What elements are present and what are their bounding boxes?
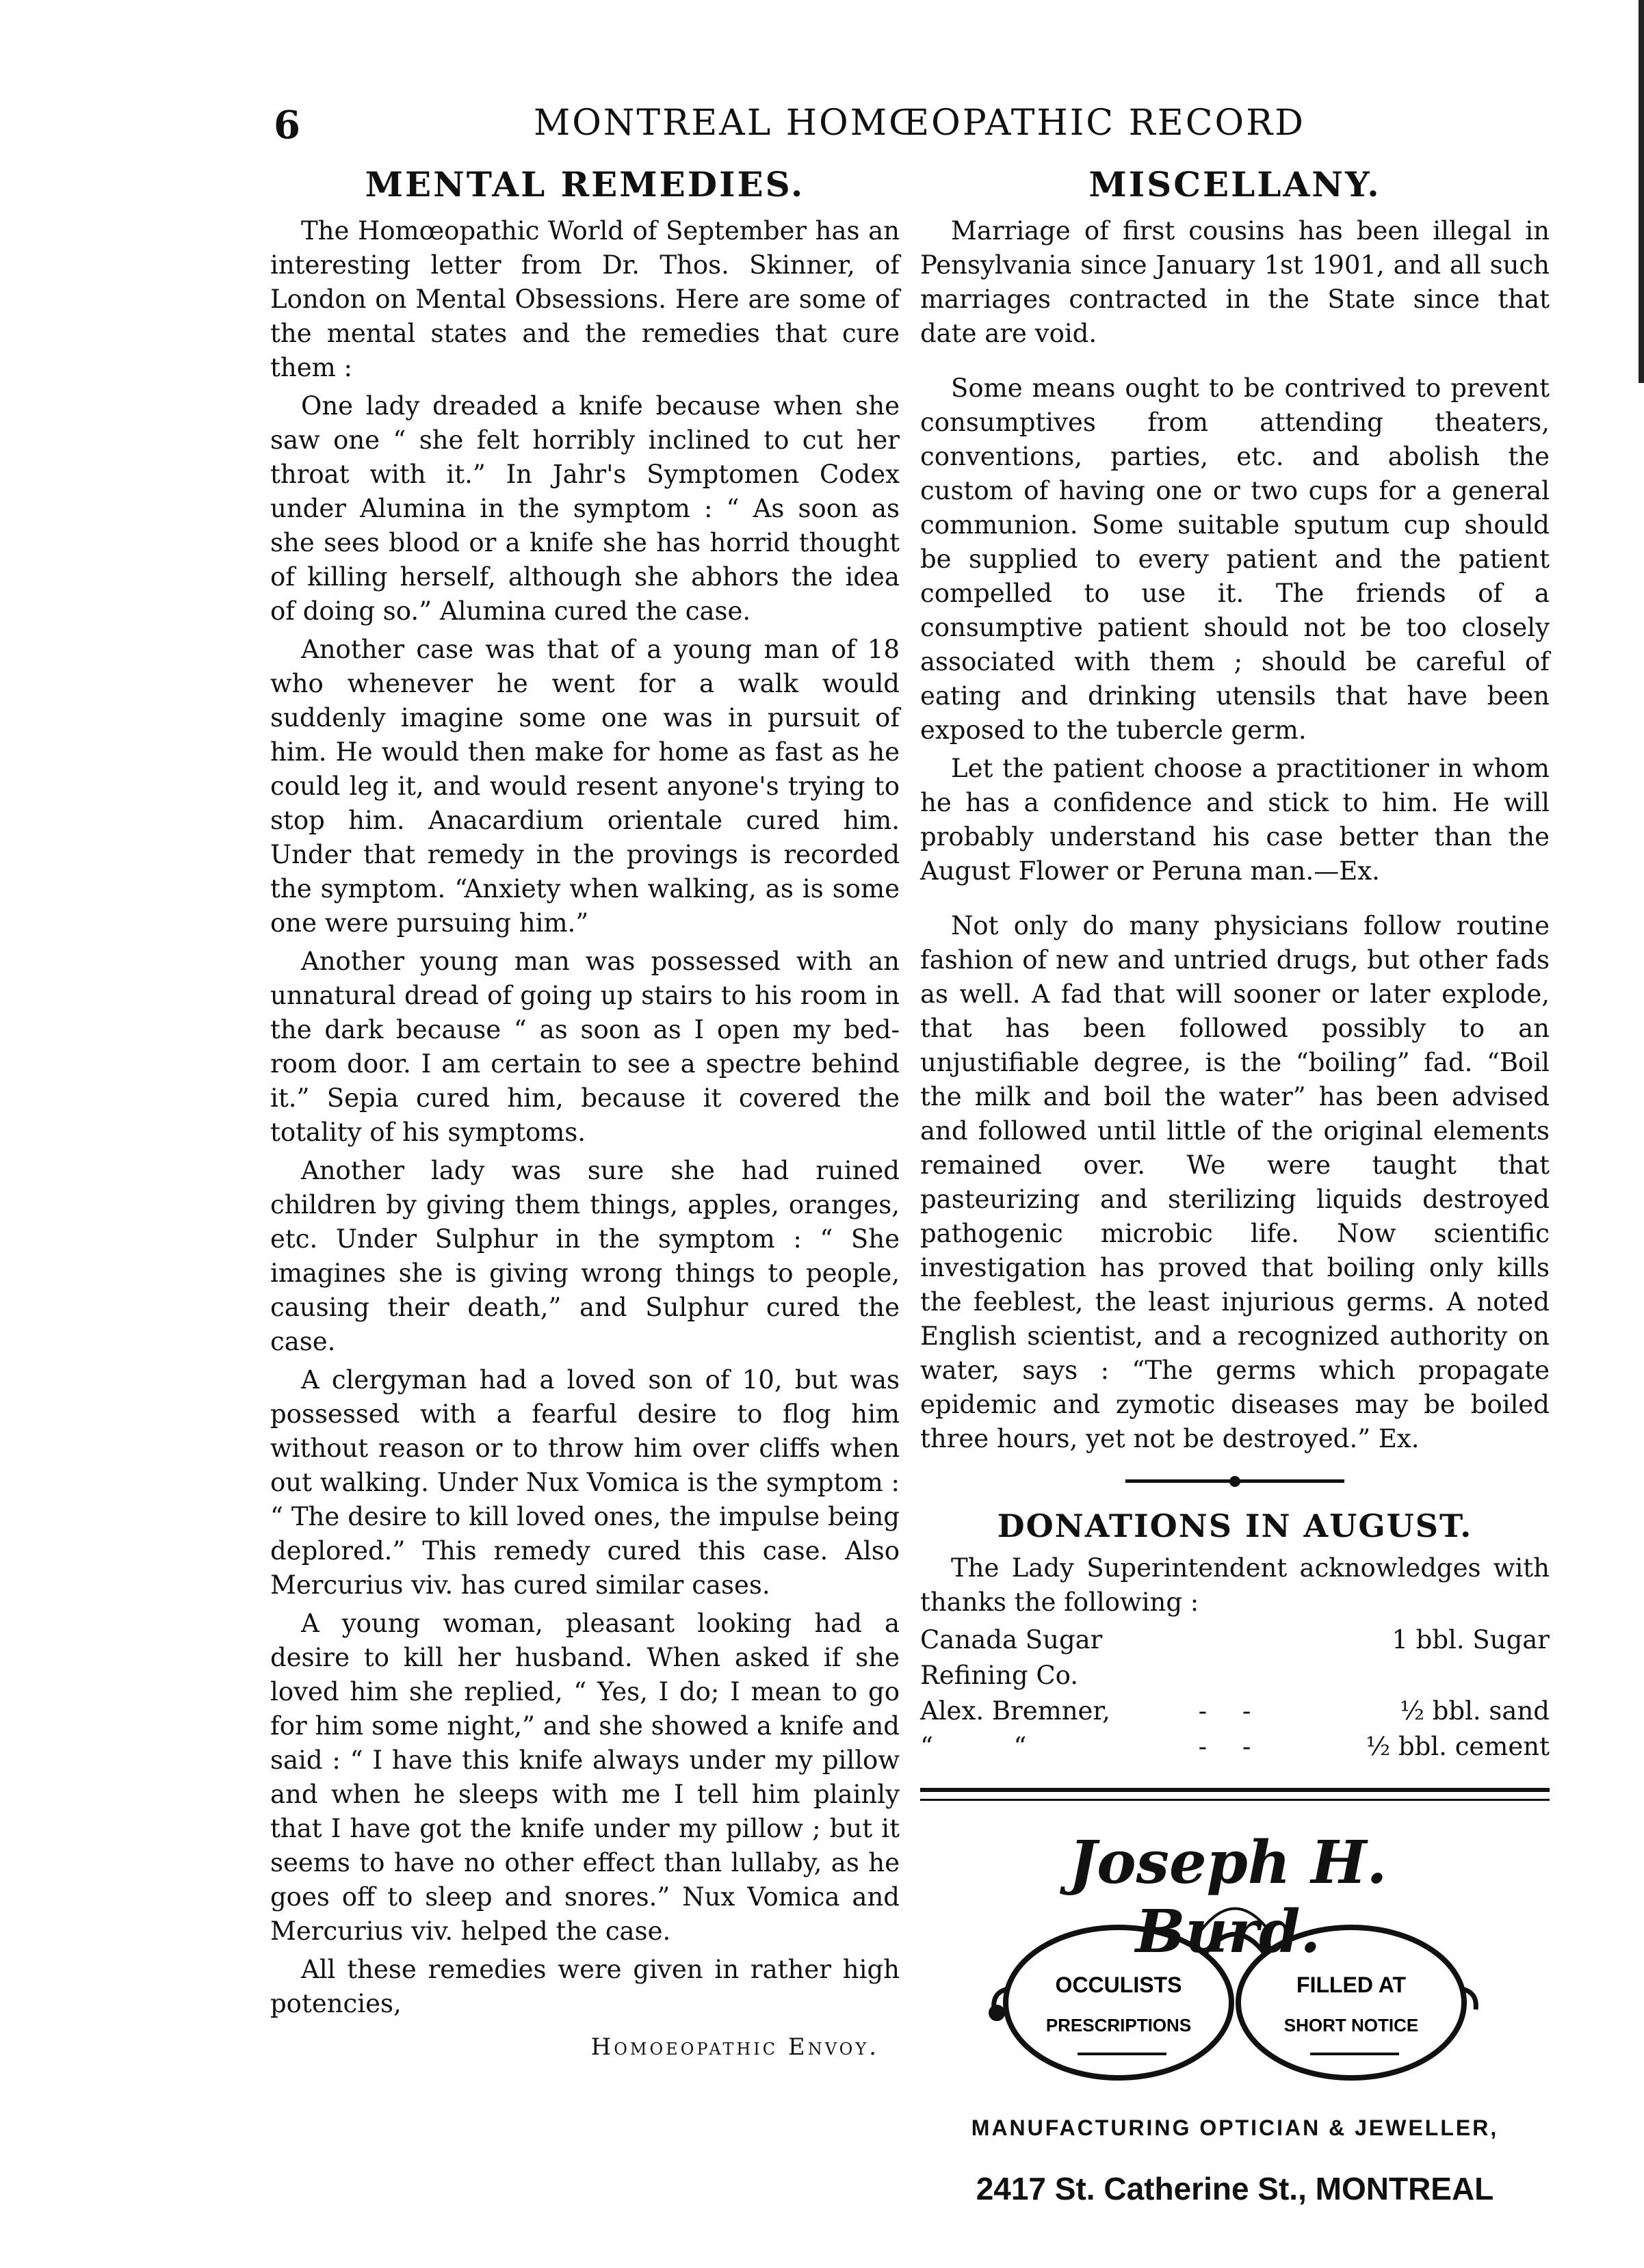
divider-ornament-icon: [1229, 1476, 1240, 1487]
donation-leader: - -: [1198, 1732, 1265, 1761]
donation-item: ½ bbl. sand: [1400, 1696, 1550, 1726]
donations-heading: DONATIONS IN AUGUST.: [997, 1507, 1473, 1544]
right-column: [920, 164, 1550, 2245]
donation-donor: “ “: [920, 1732, 1027, 1761]
advertiser-tagline: MANUFACTURING OPTICIAN & JEWELLER,: [971, 2115, 1499, 2140]
donation-leader: [1180, 1622, 1283, 1693]
right-lens-line1: FILLED AT: [1296, 1973, 1406, 1997]
donation-donor: Alex. Bremner,: [920, 1696, 1110, 1726]
donation-item: 1 bbl. Sugar: [1392, 1625, 1550, 1654]
donation-donor: Canada Sugar Refining Co.: [920, 1625, 1103, 1690]
donation-list: [920, 1622, 1550, 1765]
article-paragraph: A young woman, pleasant looking had a desire to kill her husband. When asked if she loved him she replied, “ Yes, I do; I mean to go for him some night,” and she showed a knife and said : “ I have this knife always under my pillow and when he sleeps with me I tell him plainly that I have got the knife under my pillow ; but it seems to have no other effect than lullaby, as he goes off to sleep and snores.” Nux Vomica and Mercurius viv. helped the case.: [270, 1609, 900, 1946]
article-paragraph: The Homœopathic World of September has an interesting letter from Dr. Thos. Skinner, of London on Mental Obsessions. Here are some of the mental states and the remedies that cure them :: [270, 216, 900, 382]
article-paragraph: A clergyman had a loved son of 10, but was possessed with a fearful desire to flog him without reason or to throw him over cliffs when out walking. Under Nux Vomica is the symptom : “ The desire to kill loved ones, the impulse being deplored.” This remedy cured this case. Also Mercurius viv. has cured similar cases.: [270, 1365, 900, 1600]
optician-advertisement: [920, 1808, 1550, 2245]
section-divider: [1125, 1479, 1344, 1483]
running-head: [274, 103, 1574, 164]
donation-row: [920, 1622, 1550, 1693]
miscellany-paragraph: Let the patient choose a practitioner in whom he has a confidence and stick to him. He will probably understand his case better than the August Flower or Peruna man.—Ex.: [920, 754, 1550, 886]
advertisement-rule: [920, 1788, 1550, 1801]
article-paragraph: One lady dreaded a knife because when she saw one “ she felt horribly inclined to cut her throat with it.” In Jahr's Symptomen Codex under Alumina in the symptom : “ As soon as she sees blood or a knife she has horrid thought of killing herself, although she abhors the idea of doing so.” Alumina cured the case.: [270, 391, 900, 626]
donations-intro: The Lady Superintendent acknowledges with thanks the following :: [920, 1553, 1550, 1617]
article-source-signature: Homoeopathic Envoy.: [590, 2033, 879, 2061]
miscellany-paragraph: Not only do many physicians follow routine fashion of new and untried drugs, but other fads as well. A fad that will sooner or later explode, that has been followed possibly to an unjustifiable degree, is the “boiling” fad. “Boil the milk and boil the water” has been advised and followed until little of the original elements remained over. We were taught that pasteurizing and sterilizing liquids destroyed pathogenic microbic life. Now scientific investigation has proved that boiling only kills the feeblest, the least injurious germs. A noted English scientist, and a recognized authority on water, says : “The germs which propagate epidemic and zymotic diseases may be boiled three hours, yet not be destroyed.” Ex.: [920, 911, 1550, 1453]
article-paragraph: Another case was that of a young man of 18 who whenever he went for a walk would suddenly imagine some one was in pursuit of him. He would then make for home as fast as he could leg it, and would resent anyone's trying to stop him. Anacardium orientale cured him. Under that remedy in the provings is recorded the symptom. “Anxiety when walking, as is some one were pursuing him.”: [270, 635, 900, 938]
advertiser-name: Joseph H. Burd.: [1069, 1828, 1387, 1966]
donation-row: [920, 1693, 1550, 1729]
left-lens-line2: PRESCRIPTIONS: [1045, 2015, 1192, 2035]
right-lens-line2: SHORT NOTICE: [1283, 2015, 1419, 2035]
article-paragraph: Another lady was sure she had ruined children by giving them things, apples, oranges, etc. Under Sulphur in the symptom : “ She imagines she is giving wrong things to people, causing their death,” and Sulphur cured the case.: [270, 1156, 900, 1356]
page-number: 6: [274, 103, 300, 148]
left-lens-line1: OCCULISTS: [1055, 1973, 1182, 1997]
article-paragraph: All these remedies were given in rather high potencies,: [270, 1955, 900, 2018]
article-paragraph: Another young man was possessed with an unnatural dread of going up stairs to his room in the dark because “ as soon as I open my bed-room door. I am certain to see a spectre behind it.” Sepia cured him, because it covered the totality of his symptoms.: [270, 947, 900, 1147]
donation-item: ½ bbl. cement: [1366, 1732, 1550, 1761]
section-heading-miscellany: MISCELLANY.: [1088, 164, 1381, 205]
donation-row: [920, 1729, 1550, 1765]
donation-leader: - -: [1198, 1696, 1265, 1726]
section-heading-mental-remedies: MENTAL REMEDIES.: [365, 164, 805, 205]
left-column: [270, 164, 900, 2061]
advertiser-address: 2417 St. Catherine St., MONTREAL: [976, 2171, 1494, 2206]
journal-title: MONTREAL HOMŒOPATHIC RECORD: [534, 103, 1305, 144]
page-edge-mark: [1639, 0, 1644, 383]
miscellany-paragraph: Marriage of first cousins has been illegal in Pensylvania since January 1st 1901, and all such marriages contracted in the State since that date are void.: [920, 216, 1550, 348]
spectacles-icon: [989, 1873, 1481, 2105]
miscellany-paragraph: Some means ought to be contrived to prevent consumptives from attending theaters, conventions, parties, etc. and abolish the custom of having one or two cups for a general communion. Some suitable sputum cup should be supplied to every patient and the patient compelled to use it. The friends of a consumptive patient should not be too closely associated with them ; should be careful of eating and drinking utensils that have been exposed to the tubercle germ.: [920, 373, 1550, 745]
